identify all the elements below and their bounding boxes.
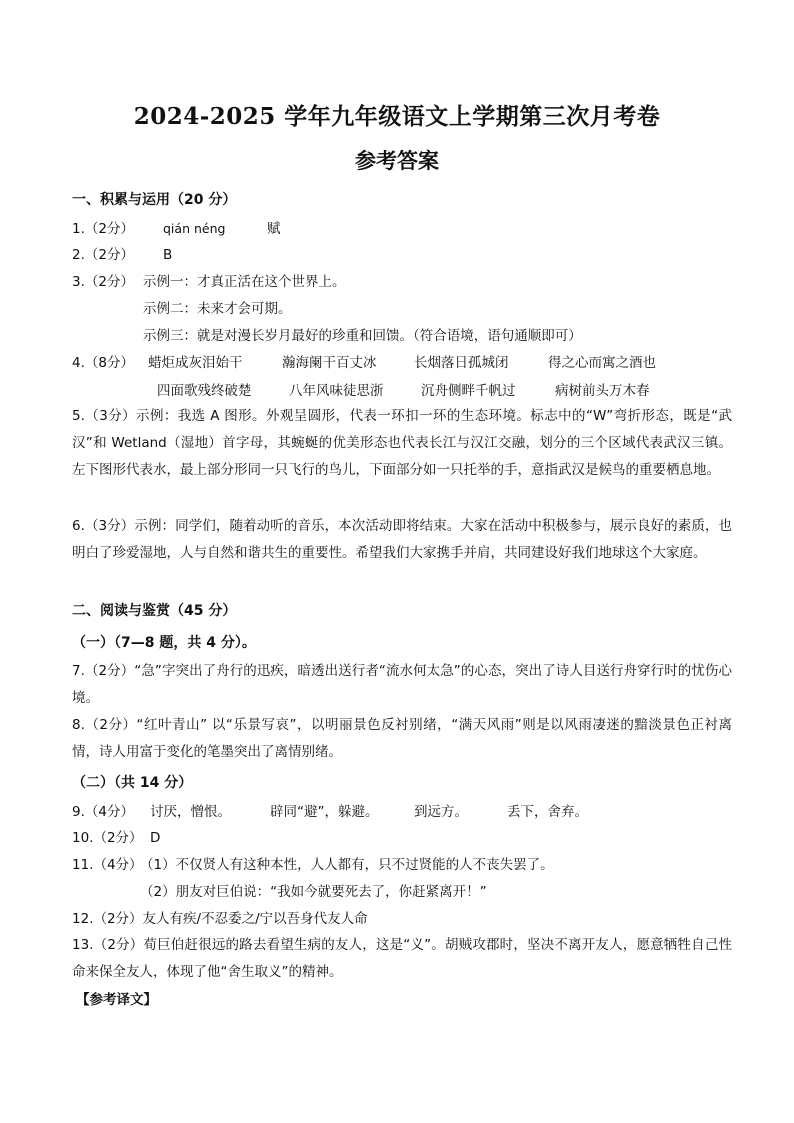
answer-9-item: 到远方。 [414,804,468,820]
answer-1b: 赋 [267,221,281,237]
answer-3-number: 3.（2分） [72,274,134,290]
answer-1-number: 1.（2分） [72,221,134,237]
answer-9-item: 辟同“避”，躲避。 [270,804,379,820]
answer-11-line1: （1）不仅贤人有这种本性，人人都有，只不过贤能的人不丧失罢了。 [140,857,554,873]
answer-4-item: 四面歌残终破楚 [157,383,252,399]
section-heading-1: 一、积累与运用（20 分） [72,192,237,208]
answer-9-item: 讨厌，憎恨。 [150,804,231,820]
answer-4-number: 4.（8分） [72,355,134,371]
answer-3-line3: 示例三：就是对漫长岁月最好的珍重和回馈。（符合语境，语句通顺即可） [143,328,582,344]
answer-11-number: 11.（4分） [72,857,143,873]
answer-10: D [150,830,161,846]
subsection-heading-2: （二）（共 14 分） [72,775,193,791]
answer-4-item: 得之心而寓之酒也 [548,355,656,371]
answer-4-item: 病树前头万木春 [555,383,650,399]
answer-3-line1: 示例一：才真正活在这个世界上。 [143,274,346,290]
answer-4-item: 瀚海阑干百丈冰 [282,355,377,371]
answer-11-line2: （2）朋友对巨伯说：“我如今就要死去了，你赶紧离开！” [140,884,487,900]
answer-4-item: 蜡炬成灰泪始干 [148,355,243,371]
answer-1a: qián néng [163,221,226,236]
answer-12: 12.（2分）友人有疾/不忍委之/宁以吾身代友人命 [72,911,368,927]
answer-3-line2: 示例二：未来才会可期。 [143,301,292,317]
answer-8: 8.（2分）“红叶青山” 以“乐景写哀”，以明丽景色反衬别绪，“满天风雨”则是以风雨凄迷的黯淡景色正衬离情，诗人用富于变化的笔墨突出了离情别绪。 [72,717,732,760]
answer-2: B [163,247,173,263]
answer-7: 7.（2分）“急”字突出了舟行的迅疾，暗透出送行者“流水何太急”的心态，突出了诗人目送行舟穿行时的忧伤心境。 [72,663,732,706]
answer-4-item: 沉舟侧畔千帆过 [421,383,516,399]
subsection-heading-1: （一）（7—8 题，共 4 分）。 [72,635,256,651]
answer-13: 13.（2分）荀巨伯赶很远的路去看望生病的友人，这是“义”。胡贼攻郡时，坚决不离开友人，愿意牺牲自己性命来保全友人，体现了他“舍生取义”的精神。 [72,937,732,980]
page-subtitle: 参考答案 [355,149,439,173]
answer-10-number: 10.（2分） [72,830,143,846]
page-title: 2024-2025 学年九年级语文上学期第三次月考卷 [133,103,661,130]
answer-5: 5.（3分）示例：我选 A 图形。外观呈圆形，代表一环扣一环的生态环境。标志中的“W”弯折形态，既是“武汉”和 Wetland（湿地）首字母，其蜿蜒的优美形态也代表长江与汉江交融，划分的三个区域代表武汉三镇。左下图形代表水，最上部分形同一只飞行的鸟儿，下面部分如一只托举的手，意指武汉是候鸟的重要栖息地。 [72,408,732,478]
answer-6: 6.（3分）示例：同学们，随着动听的音乐，本次活动即将结束。大家在活动中积极参与，展示良好的素质，也明白了珍爱湿地，人与自然和谐共生的重要性。希望我们大家携手并肩，共同建设好我们地球这个大家庭。 [72,518,732,561]
answer-2-number: 2.（2分） [72,247,134,263]
reference-translation-heading: 【参考译文】 [76,992,157,1008]
answer-9-item: 丢下，舍弃。 [507,804,588,820]
section-heading-2: 二、阅读与鉴赏（45 分） [72,603,237,619]
answer-9-number: 9.（4分） [72,804,134,820]
answer-4-item: 长烟落日孤城闭 [414,355,509,371]
answer-4-item: 八年风味徒思浙 [289,383,384,399]
